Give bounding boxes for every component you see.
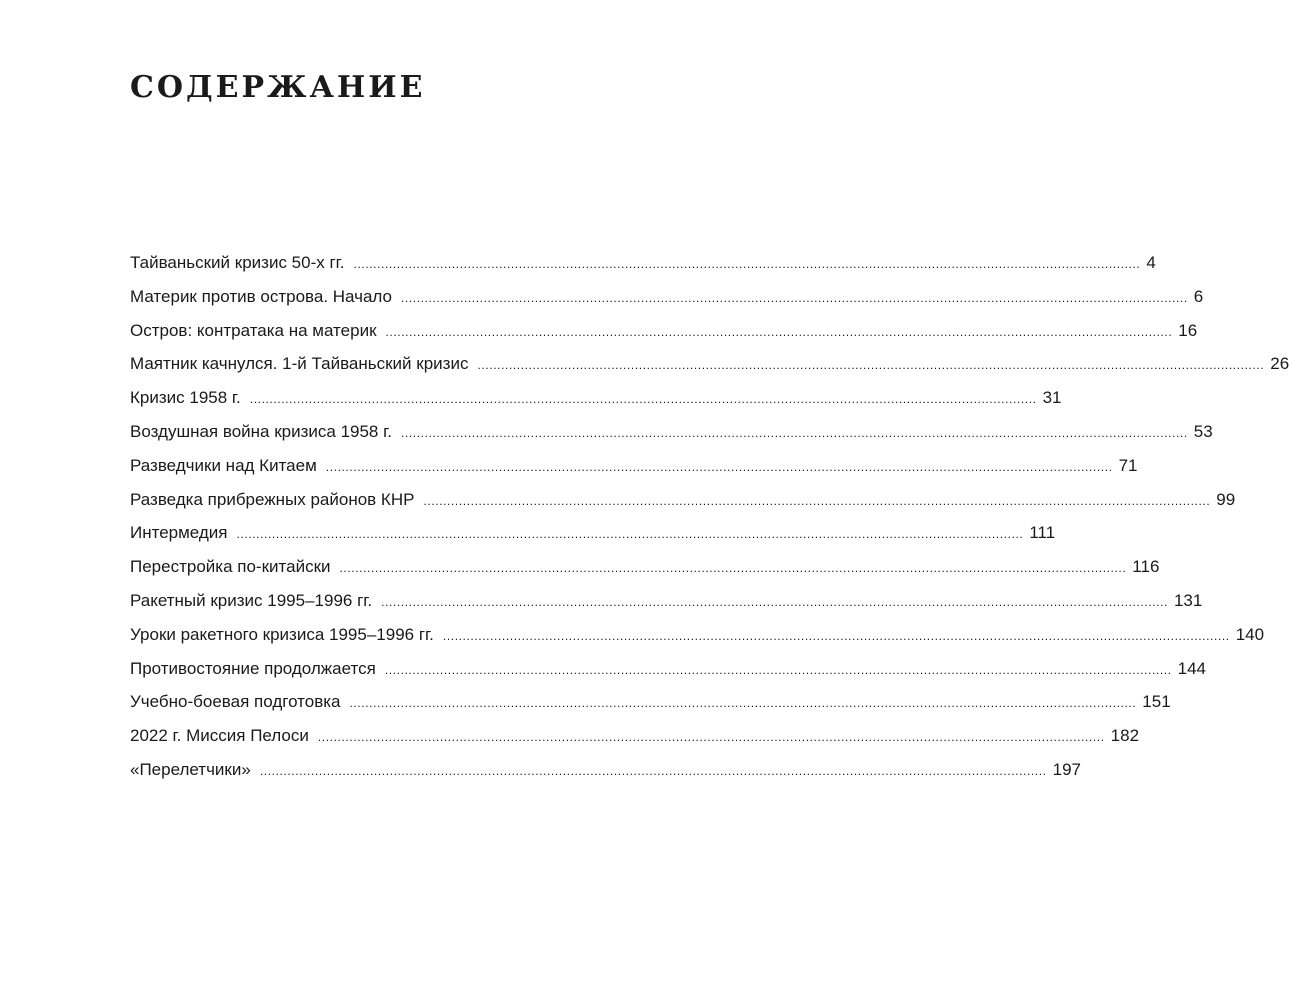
toc-dot-leader: ........................................................................................................................................................................................................ xyxy=(477,358,1265,373)
toc-entry xyxy=(130,483,1236,517)
toc-dot-leader: ........................................................................................................................................................................................................ xyxy=(442,628,1230,643)
toc-entry xyxy=(130,415,1213,449)
toc-dot-leader: ........................................................................................................................................................................................................ xyxy=(325,459,1113,474)
toc-entry xyxy=(130,584,1203,618)
toc-dot-leader: ........................................................................................................................................................................................................ xyxy=(400,425,1188,440)
toc-dot-leader: ........................................................................................................................................................................................................ xyxy=(385,324,1173,339)
toc-entry xyxy=(130,685,1171,719)
toc-entry-title: Интермедия xyxy=(130,523,228,543)
toc-dot-leader: ........................................................................................................................................................................................................ xyxy=(401,290,1188,305)
toc-dot-leader: ........................................................................................................................................................................................................ xyxy=(353,257,1141,271)
toc-entry-title: Маятник качнулся. 1-й Тайваньский кризис xyxy=(130,354,469,374)
toc-entry-page: 197 xyxy=(1052,759,1081,779)
toc-entry-title: Остров: контратака на материк xyxy=(130,320,377,340)
toc-entry-title: Тайваньский кризис 50-х гг. xyxy=(130,253,345,272)
toc-entry-page: 16 xyxy=(1178,320,1198,340)
toc-entry-title: Уроки ракетного кризиса 1995–1996 гг. xyxy=(130,624,434,644)
toc-entry xyxy=(130,516,1056,550)
toc-entry-title: Учебно-боевая подготовка xyxy=(130,692,341,712)
toc-entry-page: 111 xyxy=(1029,523,1056,543)
page-title: СОДЕРЖАНИЕ xyxy=(130,70,426,105)
toc-entry-title: Перестройка по-китайски xyxy=(130,557,331,577)
toc-entry-page: 151 xyxy=(1142,692,1171,712)
toc-entry-title: 2022 г. Миссия Пелоси xyxy=(130,726,309,746)
toc-entry-page: 99 xyxy=(1216,489,1236,509)
toc-entry xyxy=(130,314,1198,348)
toc-entry-page: 144 xyxy=(1177,658,1206,678)
toc-entry xyxy=(130,753,1081,787)
toc-dot-leader: ........................................................................................................................................................................................................ xyxy=(249,392,1037,407)
toc-dot-leader: ........................................................................................................................................................................................................ xyxy=(317,730,1105,745)
toc-entry-page: 26 xyxy=(1270,354,1289,374)
toc-entry-page: 131 xyxy=(1173,590,1203,610)
table-of-contents xyxy=(130,246,1289,787)
toc-dot-leader: ........................................................................................................................................................................................................ xyxy=(259,763,1047,778)
toc-entry-page: 31 xyxy=(1042,388,1062,408)
toc-entry-title: Материк против острова. Начало xyxy=(130,286,392,306)
toc-dot-leader: ........................................................................................................................................................................................................ xyxy=(339,561,1127,576)
toc-entry-page: 6 xyxy=(1193,286,1204,306)
toc-entry-title: Кризис 1958 г. xyxy=(130,388,241,408)
toc-entry-title: «Перелетчики» xyxy=(130,759,251,779)
toc-dot-leader: ........................................................................................................................................................................................................ xyxy=(349,696,1137,711)
toc-entry-title: Ракетный кризис 1995–1996 гг. xyxy=(130,590,373,610)
toc-entry xyxy=(130,652,1206,686)
toc-entry-page: 71 xyxy=(1118,455,1138,475)
toc-entry xyxy=(130,618,1265,652)
toc-entry-page: 140 xyxy=(1235,624,1265,644)
toc-entry-page: 116 xyxy=(1132,557,1160,577)
toc-dot-leader: ........................................................................................................................................................................................................ xyxy=(381,594,1168,609)
toc-entry xyxy=(130,550,1160,584)
toc-entry xyxy=(130,719,1140,753)
toc-entry-page: 53 xyxy=(1193,421,1213,441)
toc-entry-title: Воздушная война кризиса 1958 г. xyxy=(130,421,392,441)
toc-entry-page: 182 xyxy=(1110,726,1140,746)
toc-entry xyxy=(130,280,1204,314)
toc-entry-title: Разведчики над Китаем xyxy=(130,455,317,475)
toc-entry-title: Разведка прибрежных районов КНР xyxy=(130,489,415,509)
toc-dot-leader: ........................................................................................................................................................................................................ xyxy=(384,662,1172,677)
toc-entry xyxy=(130,381,1062,415)
toc-entry xyxy=(130,347,1289,381)
toc-entry xyxy=(130,246,1156,280)
toc-dot-leader: ........................................................................................................................................................................................................ xyxy=(423,493,1211,508)
toc-entry-page: 4 xyxy=(1146,253,1156,272)
toc-entry xyxy=(130,449,1138,483)
toc-entry-title: Противостояние продолжается xyxy=(130,658,376,678)
toc-dot-leader: ........................................................................................................................................................................................................ xyxy=(236,527,1024,542)
